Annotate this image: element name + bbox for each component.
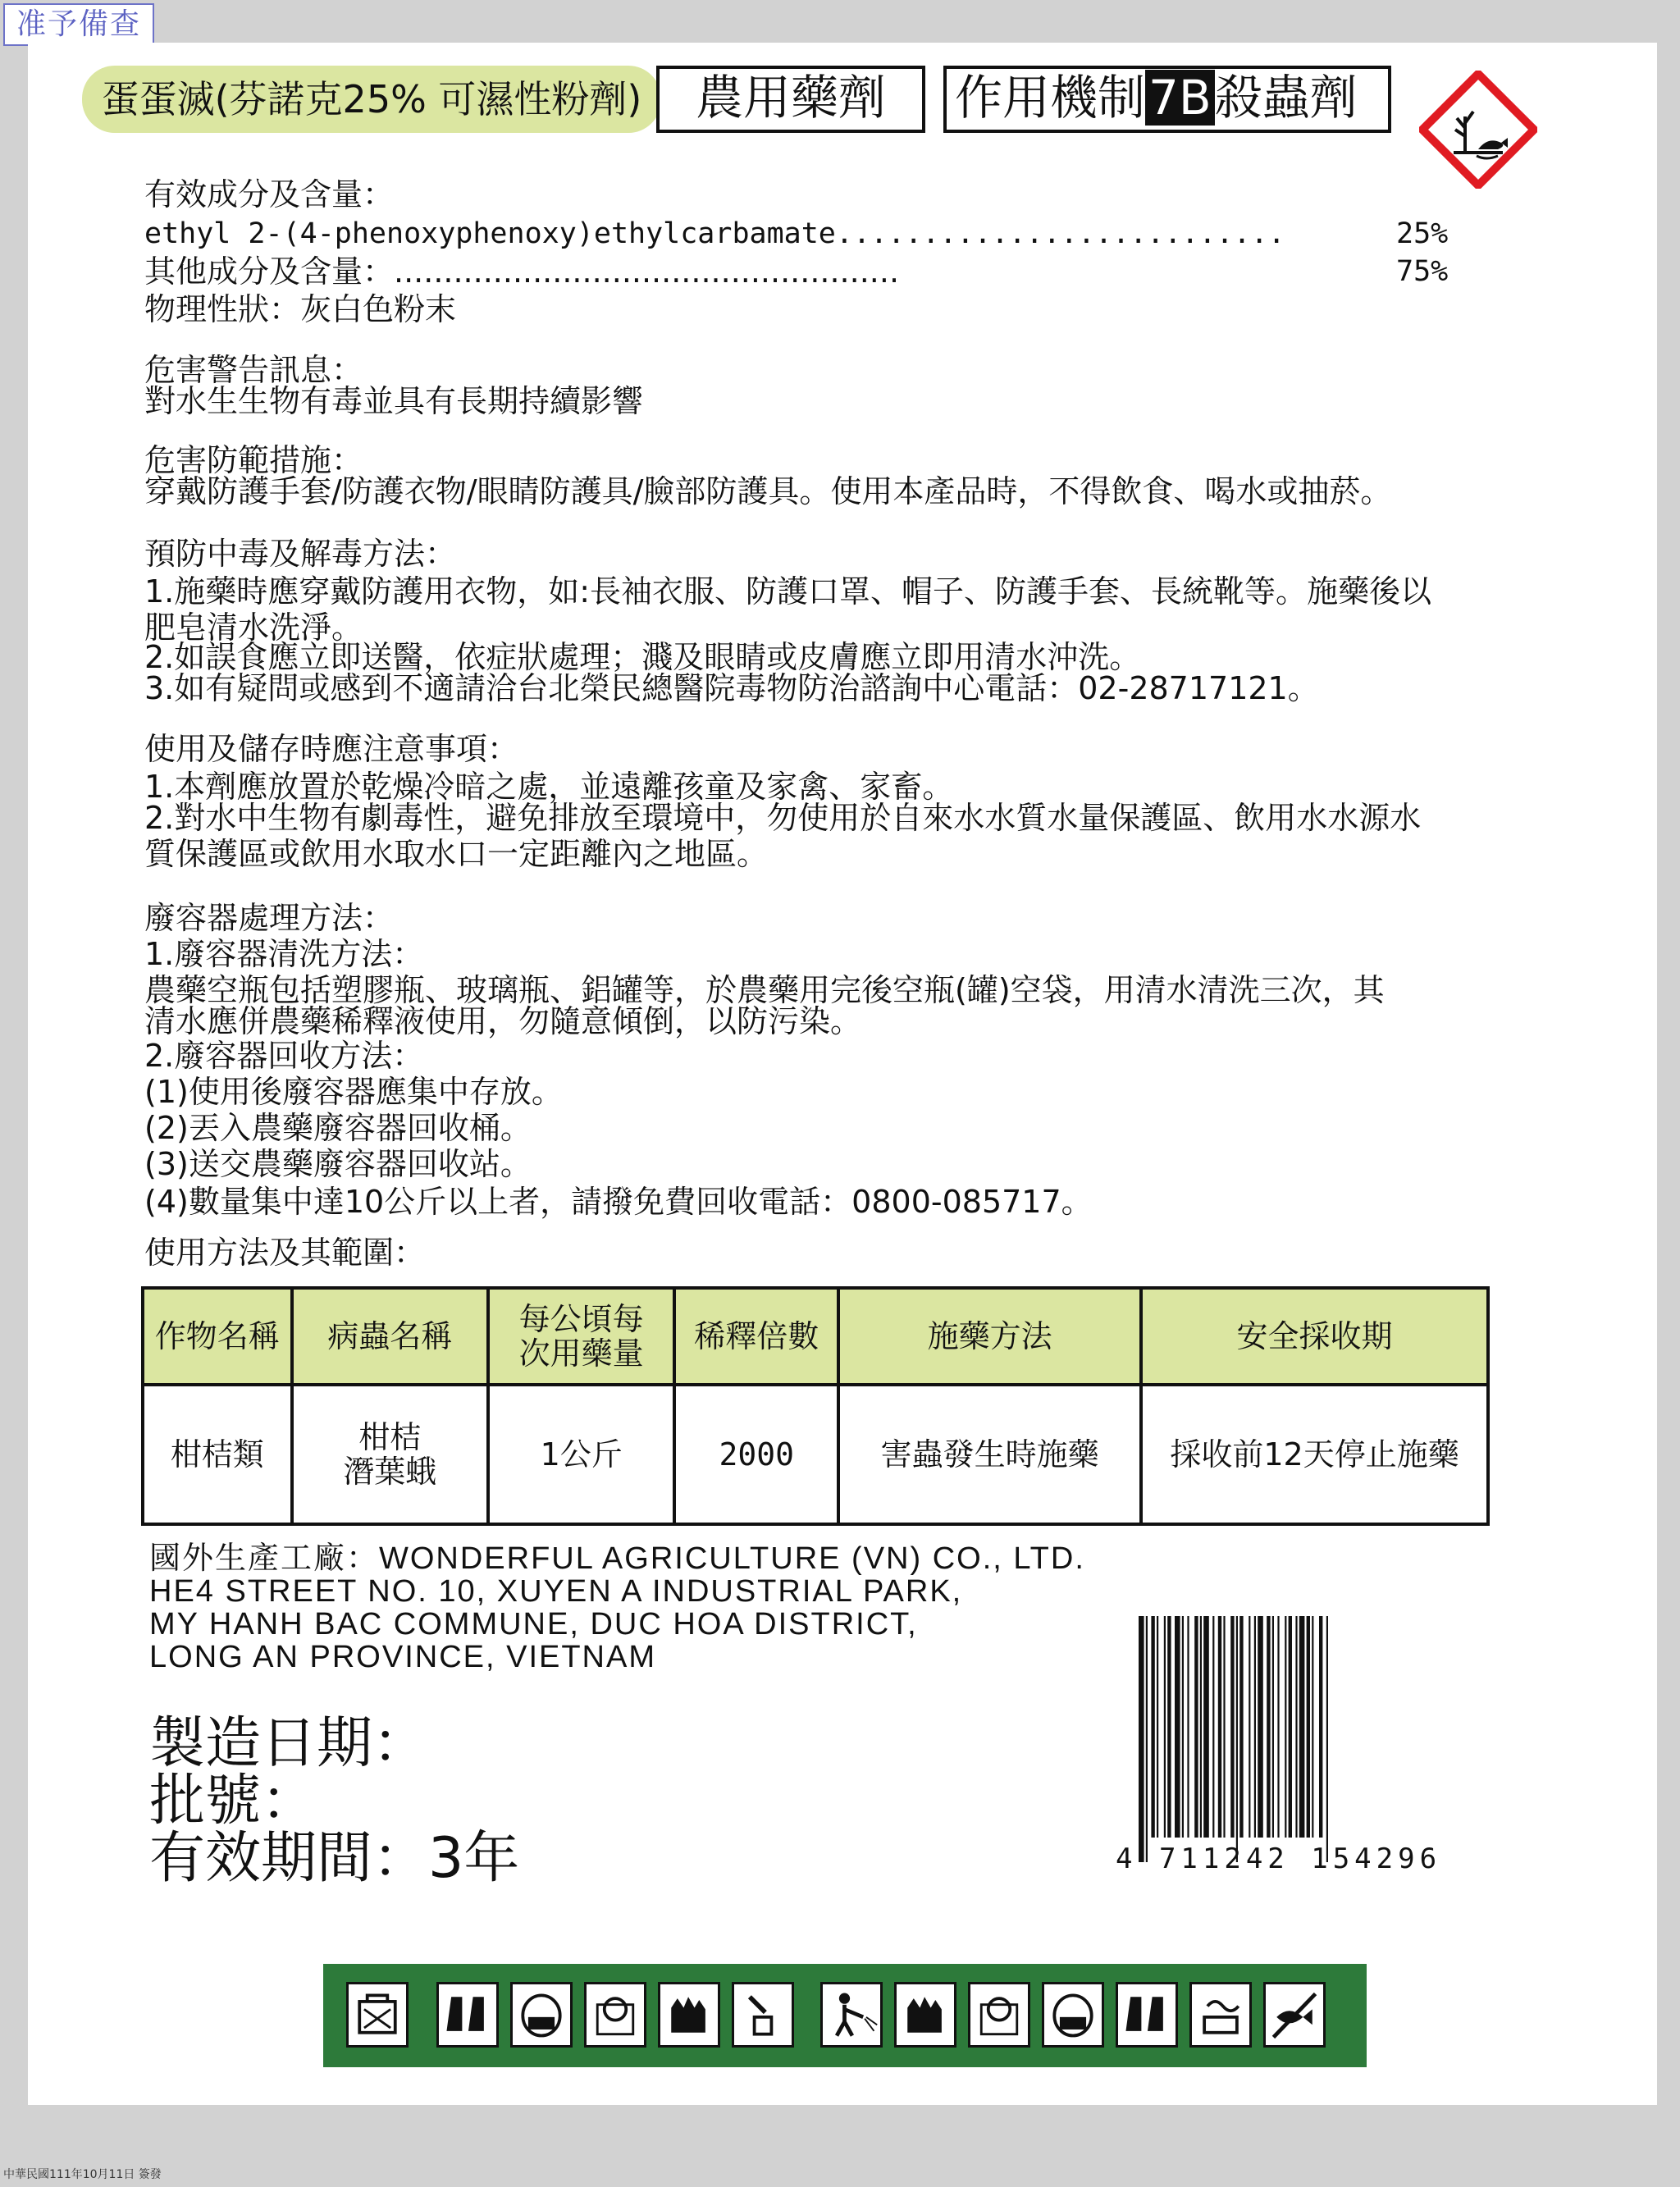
- barcode-bar: [1175, 1616, 1180, 1838]
- column-header: 施藥方法: [838, 1288, 1141, 1385]
- product-title: 蛋蛋滅(芬諾克25% 可濕性粉劑): [82, 66, 661, 133]
- barcode-bar: [1295, 1616, 1297, 1838]
- spraying-icon: [820, 1982, 883, 2048]
- manufacturer-line: 國外生產工廠：WONDERFUL AGRICULTURE (VN) CO., LTD.: [149, 1541, 1085, 1576]
- barcode-bar: [1249, 1616, 1250, 1838]
- barcode-bar: [1212, 1616, 1214, 1838]
- table-row: [143, 1385, 1488, 1524]
- face-shield-icon: [584, 1982, 646, 2048]
- moa-prefix: 作用機制: [955, 70, 1146, 126]
- barcode-bar: [1258, 1616, 1263, 1838]
- manufacturer-line: HE4 STREET NO. 10, XUYEN A INDUSTRIAL PARK,: [149, 1574, 963, 1609]
- gloves-icon: [658, 1982, 720, 2048]
- storage-line-1: 1.本劑應放置於乾燥冷暗之處，並遠離孩童及家禽、家畜。: [144, 769, 954, 805]
- storage-line-2b: 質保護區或飲用水取水口一定距離內之地區。: [144, 836, 769, 872]
- phi-cell: 採收前12天停止施藥: [1141, 1385, 1488, 1524]
- disposal-wash-line-1: 農藥空瓶包括塑膠瓶、玻璃瓶、鋁罐等，於農藥用完後空瓶(罐)空袋，用清水清洗三次，其: [144, 972, 1385, 1008]
- column-header: 作物名稱: [143, 1288, 292, 1385]
- crop-cell: 柑桔類: [143, 1385, 292, 1524]
- column-header: 病蟲名稱: [292, 1288, 488, 1385]
- poison-line-2: 2.如誤食應立即送醫，依症狀處理；濺及眼睛或皮膚應立即用清水沖洗。: [144, 639, 1141, 675]
- active-ingredient: ethyl 2-(4-phenoxyphenoxy)ethylcarbamate..........................: [144, 217, 1285, 250]
- barcode-bar: [1312, 1616, 1313, 1838]
- barcode-bar: [1151, 1616, 1154, 1838]
- manufacturer-line: MY HANH BAC COMMUNE, DUC HOA DISTRICT,: [149, 1607, 918, 1641]
- recycle-item: (2)丟入農藥廢容器回收桶。: [144, 1110, 532, 1146]
- moa-code: 7B: [1145, 70, 1215, 126]
- method-cell: 害蟲發生時施藥: [838, 1385, 1141, 1524]
- lot-number: 批號：: [149, 1769, 317, 1833]
- gloves-icon: [894, 1982, 956, 2048]
- barcode-bar: [1187, 1616, 1189, 1838]
- column-header: 稀釋倍數: [674, 1288, 838, 1385]
- barcode-bar: [1319, 1616, 1322, 1838]
- environment-hazard-icon: [1419, 71, 1537, 189]
- mask-icon: [510, 1982, 573, 2048]
- disposal-wash-line-2: 清水應併農藥稀釋液使用，勿隨意傾倒，以防污染。: [144, 1003, 862, 1039]
- barcode-bar: [1254, 1616, 1256, 1838]
- poison-line-1: 1.施藥時應穿戴防護用衣物，如:長袖衣服、防護口罩、帽子、防護手套、長統靴等。施藥後以: [144, 573, 1432, 610]
- manufacturer-line: LONG AN PROVINCE, VIETNAM: [149, 1640, 656, 1674]
- barcode-bar: [1239, 1616, 1243, 1838]
- boots-icon: [436, 1982, 499, 2048]
- disposal-recycle-heading: 2.廢容器回收方法：: [144, 1038, 424, 1074]
- disposal-heading: 廢容器處理方法：: [144, 900, 395, 936]
- other-ingredients: 其他成分及含量：...................................................: [144, 253, 900, 290]
- barcode: [1139, 1616, 1459, 1862]
- dose-cell: 1公斤: [488, 1385, 674, 1524]
- barcode-bar: [1167, 1616, 1171, 1838]
- barcode-digits: 4 711242 154296: [1116, 1842, 1442, 1875]
- store-locked-icon: [346, 1982, 409, 2048]
- boots-icon: [1116, 1982, 1178, 2048]
- disposal-wash-heading: 1.廢容器清洗方法：: [144, 936, 424, 972]
- barcode-bar: [1203, 1616, 1209, 1838]
- wash-after-use-icon: [1189, 1982, 1252, 2048]
- barcode-bar: [1299, 1616, 1305, 1838]
- barcode-bar: [1157, 1616, 1158, 1838]
- physical-state: 物理性狀：灰白色粉末: [144, 291, 457, 327]
- category-box: 農用藥劑: [656, 66, 925, 133]
- barcode-bar: [1182, 1616, 1184, 1838]
- barcode-bar: [1289, 1616, 1292, 1838]
- mask-icon: [1042, 1982, 1104, 2048]
- column-header: 安全採收期: [1141, 1288, 1488, 1385]
- barcode-bar: [1326, 1616, 1328, 1862]
- barcode-bar: [1230, 1616, 1234, 1838]
- moa-box: [943, 66, 1391, 133]
- approval-stamp: 准予備查: [3, 3, 154, 46]
- barcode-bar: [1277, 1616, 1279, 1838]
- barcode-bar: [1272, 1616, 1274, 1838]
- precaution-heading: 危害防範措施：: [144, 442, 363, 478]
- hazard-text: 對水生生物有毒並具有長期持續影響: [144, 383, 644, 419]
- usage-table: [141, 1286, 1490, 1526]
- barcode-bar: [1146, 1616, 1148, 1862]
- barcode-bar: [1236, 1616, 1238, 1862]
- poison-line-1b: 肥皂清水洗淨。: [144, 610, 363, 646]
- recycle-item: (4)數量集中達10公斤以上者，請撥免費回收電話：0800-085717。: [144, 1184, 1093, 1220]
- poison-line-3: 3.如有疑問或感到不適請洽台北榮民總醫院毒物防治諮詢中心電話：02-28717121。: [144, 670, 1319, 706]
- other-percent: 75%: [1396, 255, 1449, 288]
- pest-cell: 柑桔 潛葉蛾: [292, 1385, 488, 1524]
- dilution-cell: 2000: [674, 1385, 838, 1524]
- recycle-item: (3)送交農藥廢容器回收站。: [144, 1146, 532, 1182]
- manufacturer-block: [149, 1542, 1085, 1673]
- issue-footnote: 中華民國111年10月11日 簽發: [3, 2168, 162, 2181]
- barcode-bar: [1139, 1616, 1144, 1862]
- barcode-bar: [1218, 1616, 1221, 1838]
- storage-heading: 使用及儲存時應注意事項：: [144, 731, 519, 767]
- active-percent: 25%: [1396, 217, 1449, 250]
- storage-line-2: 2.對水中生物有劇毒性，避免排放至環境中，勿使用於自來水水質水量保護區、飲用水水源水: [144, 800, 1422, 836]
- barcode-bar: [1200, 1616, 1202, 1838]
- usage-heading: 使用方法及其範圍：: [144, 1235, 426, 1271]
- barcode-bar: [1223, 1616, 1225, 1838]
- recycle-item: (1)使用後廢容器應集中存放。: [144, 1074, 563, 1110]
- face-shield-icon: [968, 1982, 1030, 2048]
- no-fish-pollution-icon: [1263, 1982, 1326, 2048]
- barcode-bar: [1267, 1616, 1270, 1838]
- validity-period: 有效期間：3年: [149, 1826, 520, 1891]
- hazard-heading: 危害警告訊息：: [144, 352, 363, 388]
- moa-suffix: 殺蟲劑: [1214, 70, 1358, 126]
- pour-measure-icon: [732, 1982, 794, 2048]
- table-header-row: [143, 1288, 1488, 1385]
- barcode-bar: [1194, 1616, 1198, 1838]
- precaution-text: 穿戴防護手套/防護衣物/眼睛防護具/臉部防護具。使用本產品時，不得飲食、喝水或抽菸。: [144, 473, 1392, 509]
- barcode-bar: [1307, 1616, 1310, 1838]
- column-header: 每公頃每 次用藥量: [488, 1288, 674, 1385]
- barcode-bar: [1285, 1616, 1286, 1838]
- poison-heading: 預防中毒及解毒方法：: [144, 536, 457, 572]
- barcode-bar: [1164, 1616, 1166, 1838]
- pictogram-band: [323, 1964, 1367, 2067]
- manufacture-date: 製造日期：: [149, 1711, 429, 1776]
- active-heading: 有效成分及含量：: [144, 176, 395, 212]
